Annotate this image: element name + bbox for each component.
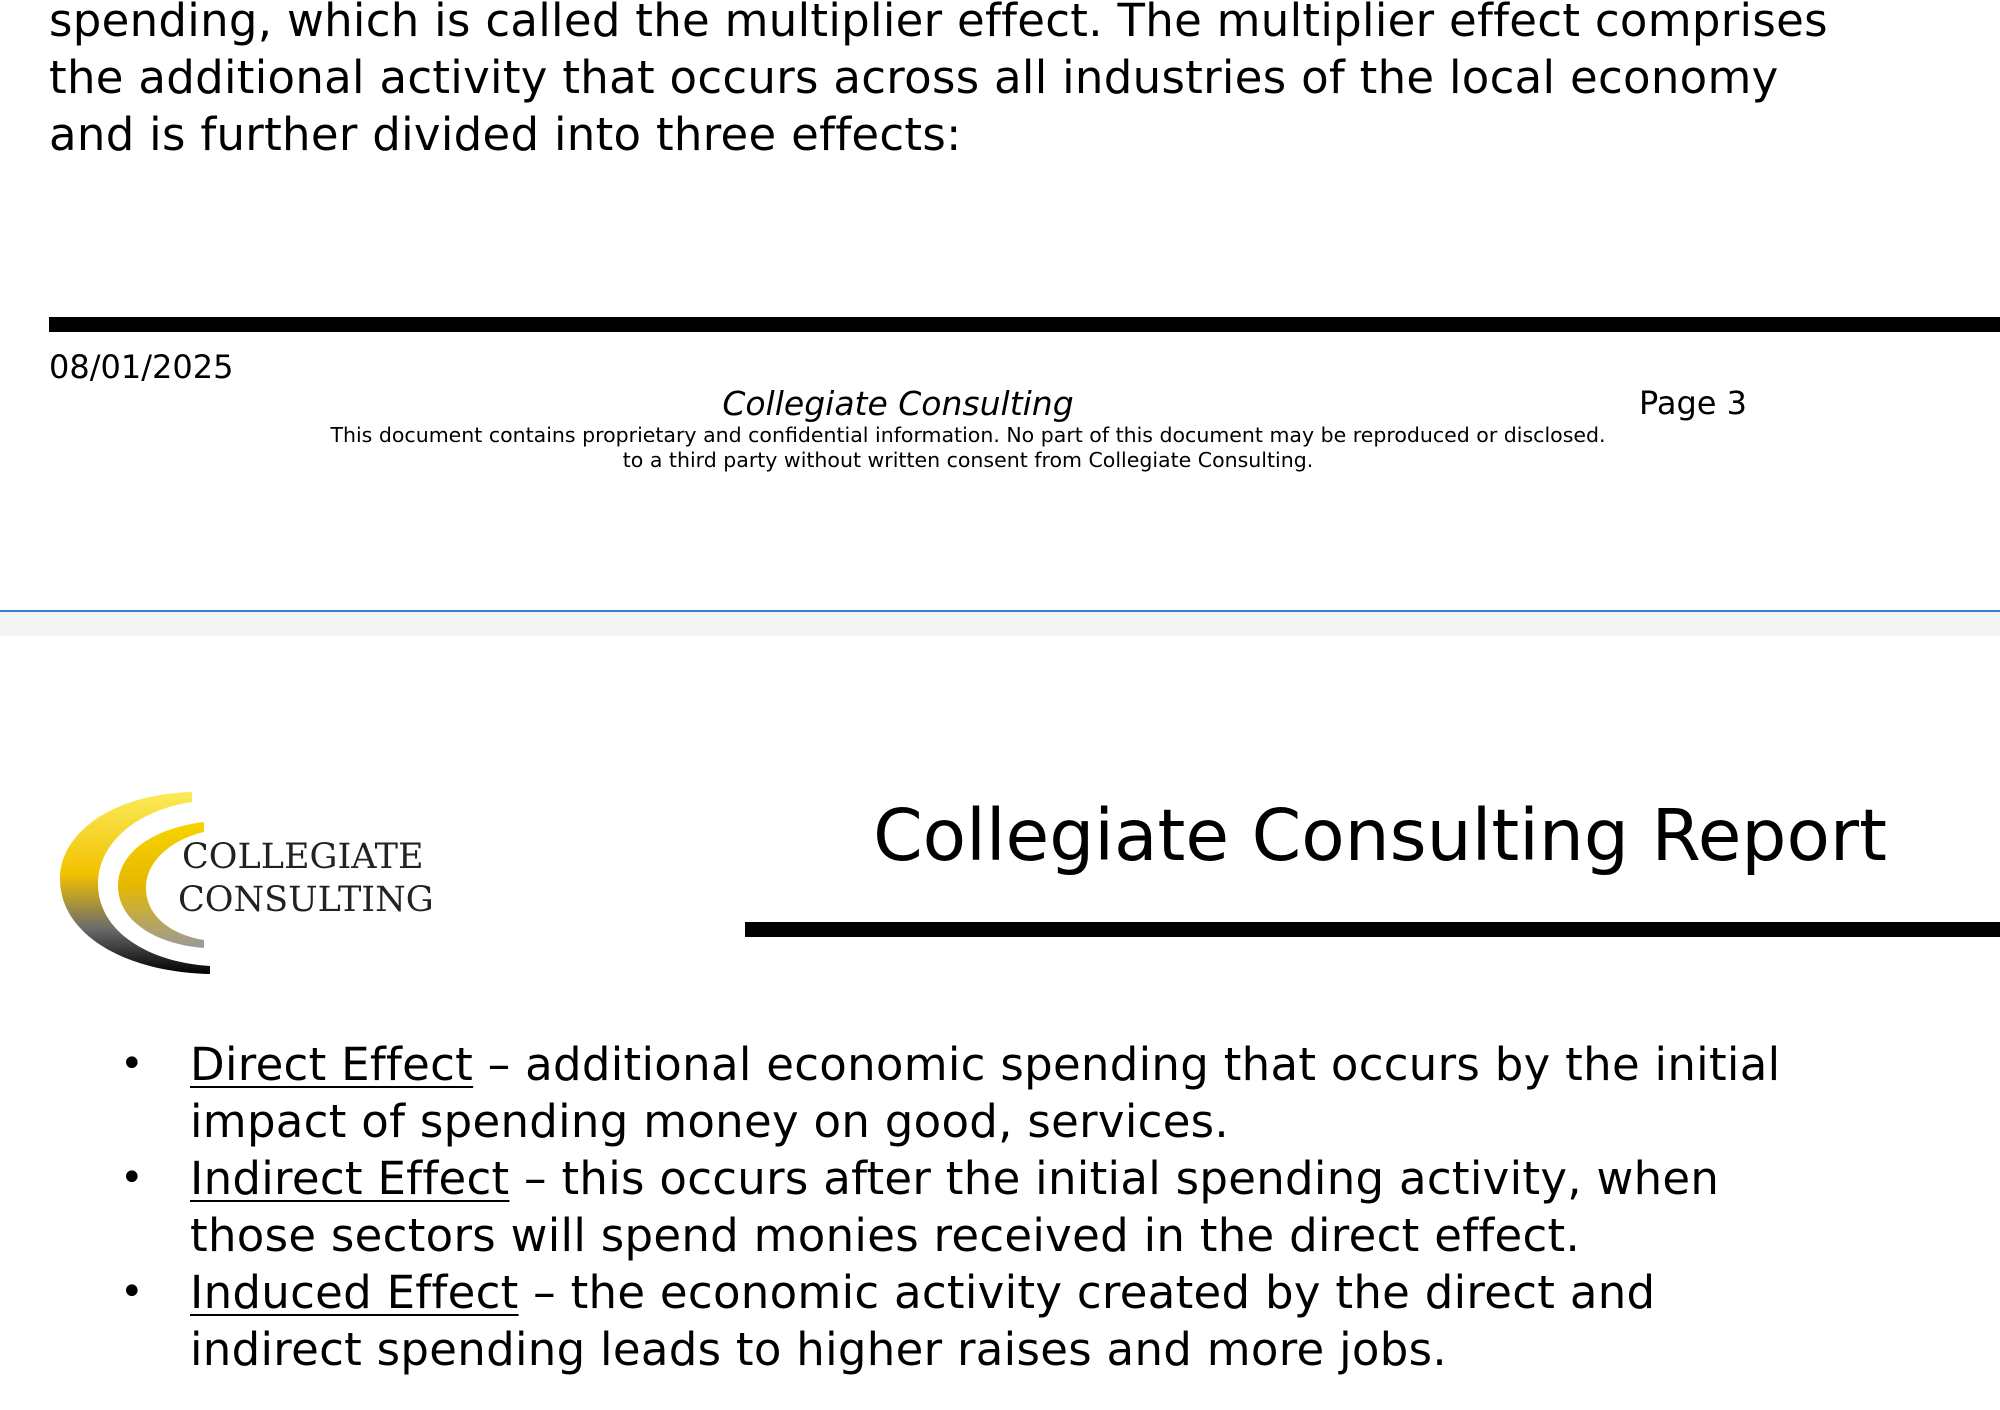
effect-term: Indirect Effect [190,1152,510,1205]
effects-list [0,1036,1890,1378]
footer-rule [49,317,2000,332]
bullet-icon: • [120,1155,144,1201]
list-item [0,1036,1890,1150]
effect-term: Induced Effect [190,1266,519,1319]
paragraph-line: the additional activity that occurs across all industries of the local economy [49,51,1779,104]
disclaimer-line: This document contains proprietary and confidential information. No part of this document may be reproduced or disclosed. [330,423,1606,447]
effect-description: – additional economic spending that occurs by the initial [473,1038,1781,1091]
footer-company-name: Collegiate Consulting [722,384,1074,423]
report-title: Collegiate Consulting Report [873,794,1887,877]
document-page-bottom [0,636,2000,1410]
body-paragraph [49,0,1989,163]
bullet-icon: • [120,1041,144,1087]
paragraph-line: and is further divided into three effects: [49,108,962,161]
effect-description-cont: impact of spending money on good, services. [190,1095,1230,1148]
footer-date: 08/01/2025 [49,348,234,386]
page-number: Page 3 [1639,384,1747,422]
company-logo [54,784,434,984]
header-rule [745,922,2000,937]
effect-description-cont: those sectors will spend monies received in the direct effect. [190,1209,1581,1262]
effect-description: – this occurs after the initial spending activity, when [509,1152,1720,1205]
document-page-top [0,0,2000,610]
logo-text-line-2: CONSULTING [178,880,434,920]
effect-description: – the economic activity created by the direct and [518,1266,1656,1319]
effect-description-cont: indirect spending leads to higher raises and more jobs. [190,1323,1447,1376]
footer-disclaimer [0,423,1936,473]
list-item [0,1150,1890,1264]
disclaimer-line: to a third party without written consent from Collegiate Consulting. [622,448,1314,472]
bullet-icon: • [120,1269,144,1315]
logo-text-line-1: COLLEGIATE [182,837,424,877]
page-separator [0,610,2000,636]
effect-term: Direct Effect [190,1038,474,1091]
paragraph-line: spending, which is called the multiplier effect. The multiplier effect comprises [49,0,1828,47]
list-item [0,1264,1890,1378]
